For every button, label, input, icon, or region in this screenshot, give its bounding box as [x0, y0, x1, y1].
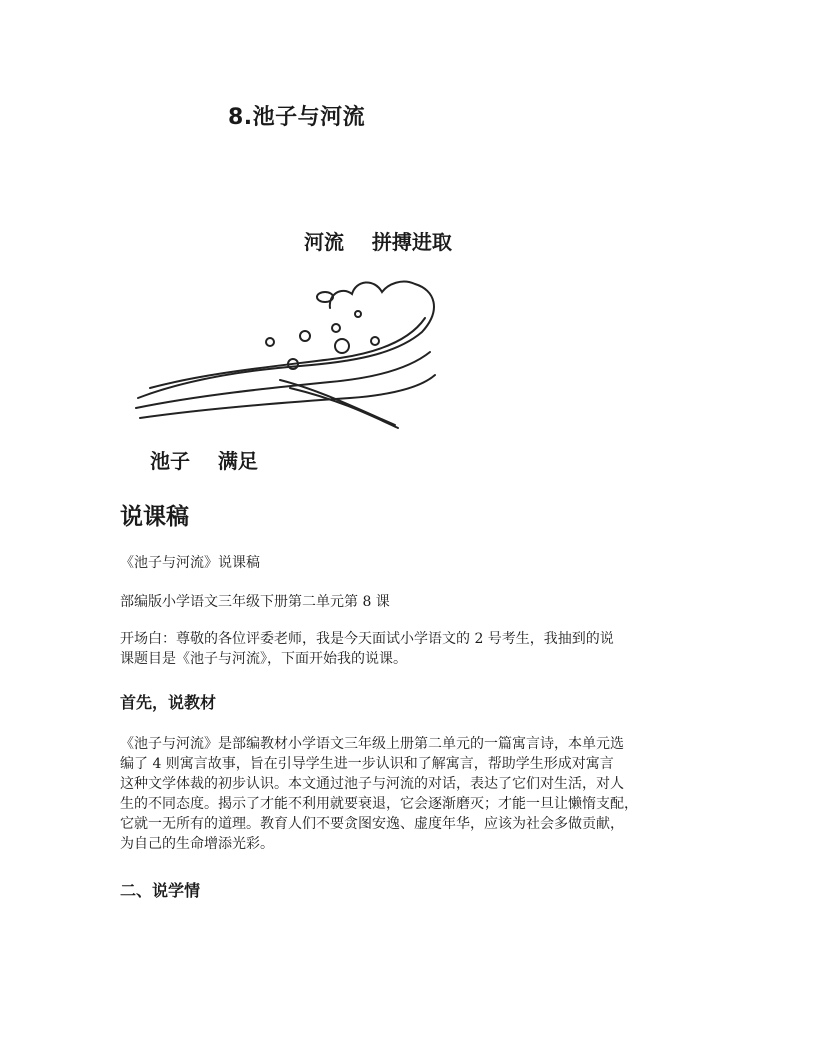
heading-student-analysis: 二、说学情	[120, 881, 201, 900]
opening-line: 开场白：尊敬的各位评委老师，我是今天面试小学语文的 2 号考生，我抽到的说	[120, 631, 614, 647]
teaching-material-paragraph	[120, 734, 710, 854]
paragraph-line: 生的不同态度。揭示了才能不利用就要衰退，它会逐渐磨灭；才能一旦让懒惰支配，	[120, 796, 638, 812]
paragraph-line: 为自己的生命增添光彩。	[120, 836, 274, 852]
section-heading: 说课稿	[120, 504, 189, 530]
paragraph-line: 《池子与河流》是部编教材小学语文三年级上册第二单元的一篇寓言诗，本单元选	[120, 736, 624, 752]
doc-title: 《池子与河流》说课稿	[120, 555, 260, 571]
river-caption: 河流 拼搏进取	[304, 230, 452, 254]
pond-caption: 池子 满足	[150, 449, 258, 473]
heading-teaching-material: 首先，说教材	[120, 693, 217, 712]
textbook-info: 部编版小学语文三年级下册第二单元第 8 课	[120, 594, 390, 610]
paragraph-line: 它就一无所有的道理。教育人们不要贪图安逸、虚度年华，应该为社会多做贡献，	[120, 816, 624, 832]
wave-illustration	[130, 270, 450, 435]
opening-paragraph	[120, 629, 710, 669]
opening-line: 课题目是《池子与河流》，下面开始我的说课。	[120, 651, 407, 667]
paragraph-line: 编了 4 则寓言故事，旨在引导学生进一步认识和了解寓言，帮助学生形成对寓言	[120, 756, 614, 772]
paragraph-line: 这种文学体裁的初步认识。本文通过池子与河流的对话，表达了它们对生活，对人	[120, 776, 624, 792]
lesson-title: 8.池子与河流	[228, 105, 366, 130]
